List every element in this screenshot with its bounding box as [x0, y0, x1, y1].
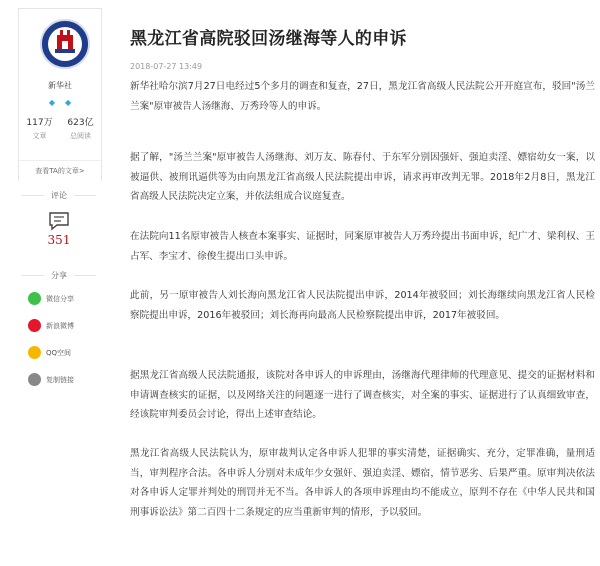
xinhua-logo-icon — [42, 21, 88, 67]
share-label: QQ空间 — [46, 348, 72, 357]
stat-articles — [19, 115, 60, 141]
stat-label: 总阅读 — [70, 132, 91, 140]
share-section-title: 分享 — [18, 270, 100, 281]
author-badges — [19, 98, 101, 107]
article-paragraph: 据黑龙江省高级人民法院通报，该院对各申诉人的申诉理由，汤继海代理律师的代理意见、提交的证据材料和申请调查核实的证据，以及网络关注的问题逐一进行了调查核实，对全案的事实、证据进行了认真细致审查，经该院审判委员会讨论，得出上述审查结论。 — [130, 370, 595, 420]
stat-label: 文章 — [32, 132, 47, 140]
article-paragraph: 据了解，"汤兰兰案"原审被告人汤继海、刘万友、陈春付、于东军分别因强奸、强迫卖淫、嫖宿幼女一案，以被逼供、被刑讯逼供等为由向黑龙江省高级人民法院提出申诉，请求再审改判无罪。2018年2月8日，黑龙江省高级人民法院决定立案，并依法组成合议庭复查。 — [130, 152, 595, 202]
share-wechat[interactable] — [18, 289, 100, 308]
article-paragraph: 此前，另一原审被告人刘长海向黑龙江省人民法院提出申诉，2014年被驳回；刘长海继续向黑龙江省人民检察院提出申诉，2016年被驳回；刘长海再向最高人民检察院提出申诉，2017年被驳回。 — [130, 290, 595, 321]
comment-section — [18, 190, 100, 247]
author-stats — [19, 115, 101, 141]
comment-section-title: 评论 — [18, 190, 100, 201]
publish-time: 2018-07-27 13:49 — [130, 62, 203, 71]
comment-count[interactable]: 351 — [47, 233, 71, 247]
share-label: 微信分享 — [46, 294, 74, 303]
article-title: 黑龙江省高院驳回汤继海等人的申诉 — [130, 29, 407, 49]
share-weibo[interactable] — [18, 316, 100, 335]
avatar[interactable] — [40, 19, 90, 69]
wechat-icon — [28, 292, 41, 305]
article-paragraph: 新华社哈尔滨7月27日电经过5个多月的调查和复查，27日，黑龙江省高级人民法院公开开庭宣布，驳回"汤兰兰案"原审被告人汤继海、万秀玲等人的申诉。 — [130, 81, 595, 112]
stat-value: 117万 — [26, 118, 53, 128]
diamond-icon: ◆ — [65, 98, 72, 107]
author-name[interactable]: 新华社 — [48, 81, 72, 90]
share-label: 复制链接 — [46, 375, 74, 384]
share-label: 新浪微博 — [46, 321, 74, 330]
link-icon — [28, 373, 41, 386]
diamond-icon: ◆ — [48, 98, 55, 107]
stat-value: 623亿 — [67, 118, 94, 128]
comment-icon[interactable] — [48, 211, 70, 231]
stat-total-reads — [60, 115, 101, 141]
share-section — [18, 270, 100, 389]
author-sidebar — [18, 8, 100, 566]
qzone-icon — [28, 346, 41, 359]
article-paragraph: 黑龙江省高级人民法院认为，原审裁判认定各申诉人犯罪的事实清楚，证据确实、充分，定罪准确，量刑适当，审判程序合法。各申诉人分别对未成年少女强奸、强迫卖淫、嫖宿，情节恶劣、后果严重。原审判决依法对各申诉人定罪并判处的刑罚并无不当。各申诉人的各项申诉理由均不能成立，原判不存在《中华人民共和国刑事诉讼法》第二百四十二条规定的应当重新审判的情形，予以驳回。 — [130, 448, 595, 518]
weibo-icon — [28, 319, 41, 332]
article-paragraph: 在法院向11名原审被告人核查本案事实、证据时，同案原审被告人万秀玲提出书面申诉，纪广才、梁利权、王占军、李宝才、徐俊生提出口头申诉。 — [130, 231, 595, 262]
view-articles-link[interactable]: 查看TA的文章> — [19, 160, 101, 181]
author-card — [18, 8, 102, 181]
share-qzone[interactable] — [18, 343, 100, 362]
share-copy-link[interactable] — [18, 370, 100, 389]
